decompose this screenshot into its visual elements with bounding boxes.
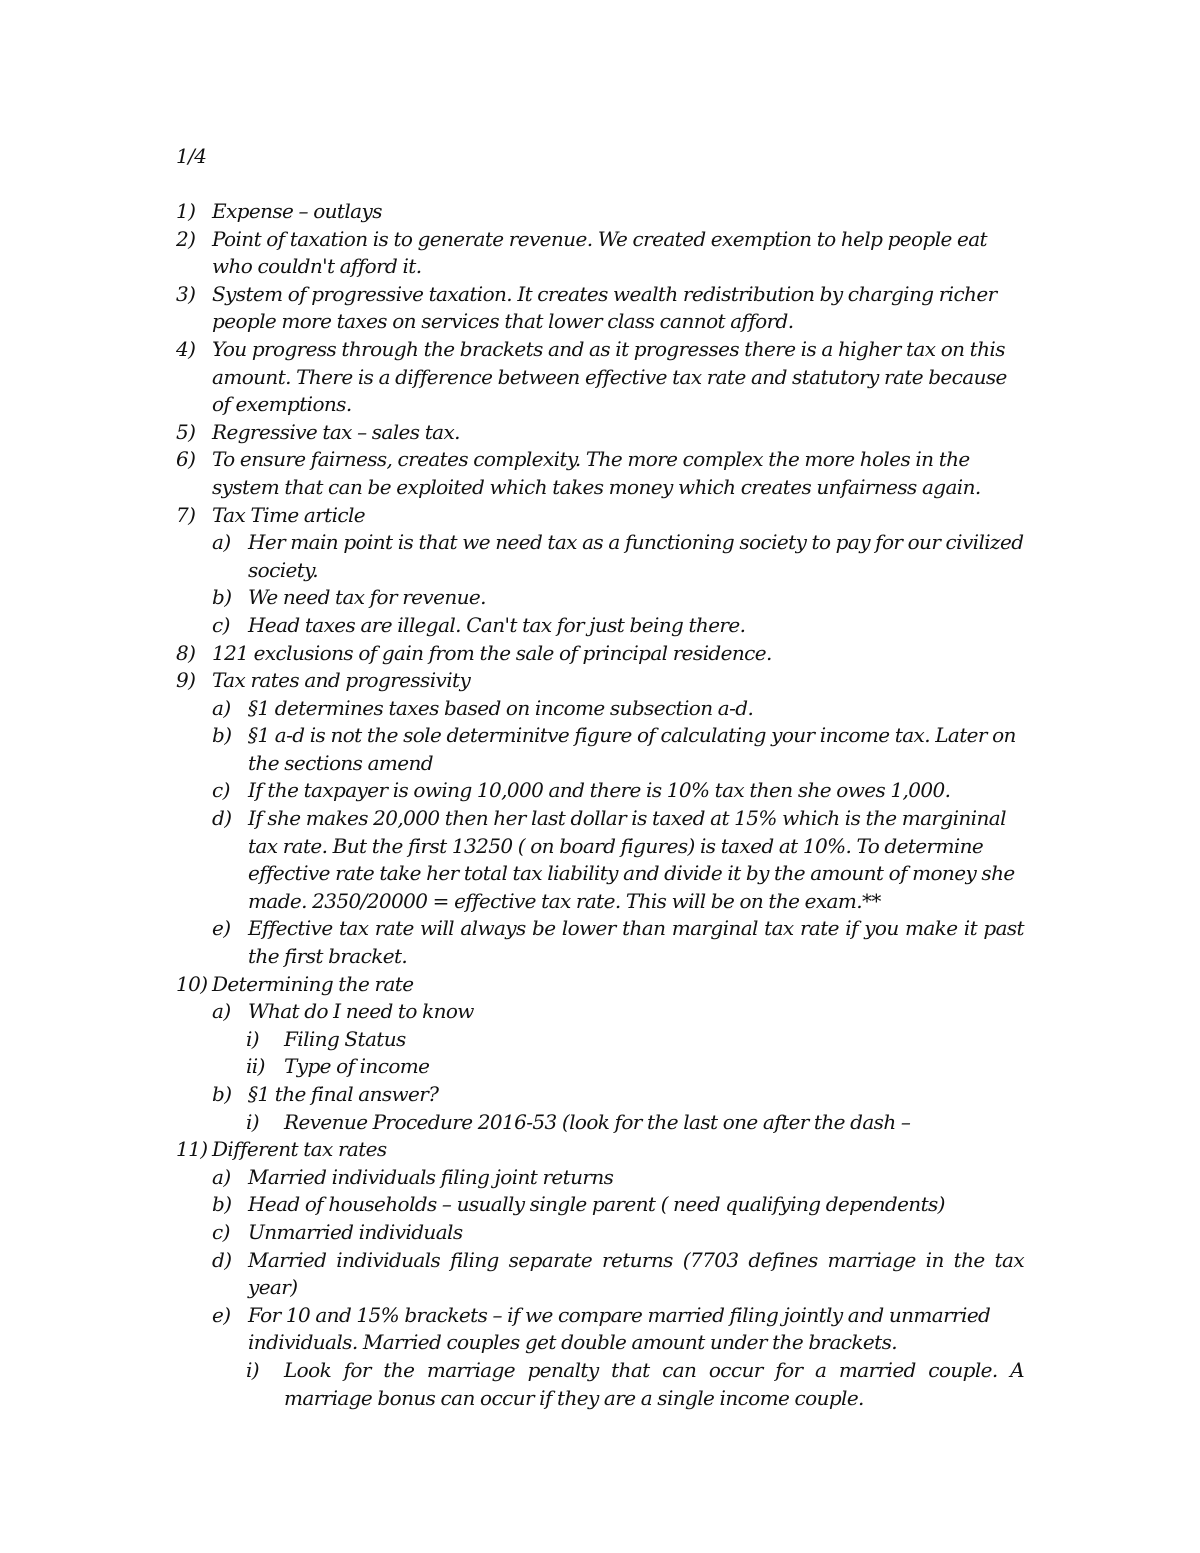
list-marker: a) <box>212 999 231 1024</box>
list-text: Revenue Procedure 2016-53 (look for the last one after the dash – <box>284 1109 911 1134</box>
list-text: Tax Time article <box>212 502 365 527</box>
list-subitem <box>176 1302 1024 1357</box>
list-marker: 7) <box>176 502 196 527</box>
list-text: Look for the marriage penalty that can occur for a married couple. A marriage bonus can occur if they are a single income couple. <box>284 1357 1024 1410</box>
list-text: You progress through the brackets and as it progresses there is a higher tax on this amount. There is a difference between effective tax rate and statutory rate because of exemptions. <box>212 336 1007 417</box>
list-marker: 11) <box>176 1137 208 1162</box>
list-item <box>176 667 1024 695</box>
list-subsubitem <box>176 1026 1024 1054</box>
list-marker: b) <box>212 585 232 610</box>
list-subitem <box>176 529 1024 584</box>
list-text: Unmarried individuals <box>248 1219 463 1244</box>
list-text: What do I need to know <box>248 999 474 1024</box>
list-item <box>176 1136 1024 1164</box>
list-marker: b) <box>212 1192 232 1217</box>
list-text: To ensure fairness, creates complexity. The more complex the more holes in the system that can be exploited which takes money which creates unfairness again. <box>212 447 981 499</box>
list-marker: 6) <box>176 447 196 472</box>
list-marker: d) <box>212 1247 232 1272</box>
list-marker: 3) <box>176 281 196 306</box>
list-text: §1 the final answer? <box>248 1082 439 1106</box>
list-marker: i) <box>246 1026 259 1051</box>
list-marker: i) <box>246 1357 259 1382</box>
list-text: Effective tax rate will always be lower than marginal tax rate if you make it past the first bracket. <box>248 916 1024 969</box>
list-text: If she makes 20,000 then her last dollar is taxed at 15% which is the margininal tax rate. But the first 13250 ( on board figures) is taxed at 10%. To determine effective rate take her total tax liability and divide it by the amount of money she made. 2350/20000 = effective tax rate. This will be on the exam.** <box>248 806 1015 913</box>
list-marker: 9) <box>176 668 196 693</box>
list-item <box>176 640 1024 668</box>
list-text: Her main point is that we need tax as a functioning society to pay for our civilized society. <box>248 530 1024 582</box>
list-item <box>176 446 1024 501</box>
list-item <box>176 281 1024 336</box>
page-date: 1/4 <box>176 144 207 168</box>
list-text: System of progressive taxation. It creates wealth redistribution by charging richer people more taxes on services that lower class cannot afford. <box>212 281 997 334</box>
list-marker: e) <box>212 1302 231 1327</box>
list-text: Married individuals filing joint returns <box>248 1164 614 1189</box>
list-item <box>176 971 1024 999</box>
list-subitem <box>176 1191 1024 1219</box>
list-text: §1 determines taxes based on income subsection a-d. <box>248 695 754 720</box>
list-text: Married individuals filing separate returns (7703 defines marriage in the tax year) <box>248 1247 1024 1300</box>
list-subitem <box>176 612 1024 640</box>
list-marker: e) <box>212 916 231 941</box>
list-subsubitem <box>176 1109 1024 1137</box>
list-text: We need tax for revenue. <box>248 585 486 610</box>
list-text: Tax rates and progressivity <box>212 668 471 693</box>
list-text: Determining the rate <box>212 971 414 996</box>
list-subsubitem <box>176 1357 1024 1412</box>
list-marker: 4) <box>176 336 196 361</box>
list-subitem <box>176 584 1024 612</box>
list-marker: b) <box>212 723 232 748</box>
list-subitem <box>176 915 1024 970</box>
list-subitem <box>176 722 1024 777</box>
list-text: 121 exclusions of gain from the sale of principal residence. <box>212 640 772 665</box>
list-marker: a) <box>212 695 231 720</box>
list-marker: d) <box>212 806 232 831</box>
list-subitem <box>176 1081 1024 1109</box>
list-marker: ii) <box>246 1054 265 1079</box>
list-item <box>176 336 1024 419</box>
list-item <box>176 502 1024 530</box>
list-marker: c) <box>212 1219 230 1244</box>
list-text: Point of taxation is to generate revenue. We created exemption to help people eat who couldn't afford it. <box>212 226 987 279</box>
list-marker: 10) <box>176 971 208 996</box>
notes-list <box>176 198 1024 1412</box>
list-marker: 1) <box>176 199 196 223</box>
list-text: Head taxes are illegal. Can't tax for just being there. <box>248 612 746 637</box>
list-item <box>176 198 1024 226</box>
list-subitem <box>176 1164 1024 1192</box>
list-text: For 10 and 15% brackets – if we compare married filing jointly and unmarried individuals. Married couples get double amount under the brackets. <box>248 1302 991 1355</box>
list-text: Different tax rates <box>212 1137 387 1162</box>
list-marker: a) <box>212 530 231 555</box>
list-text: Type of income <box>284 1054 430 1079</box>
list-text: §1 a-d is not the sole determinitve figure of calculating your income tax. Later on the sections amend <box>248 723 1016 775</box>
list-subitem <box>176 1219 1024 1247</box>
list-marker: c) <box>212 778 230 803</box>
list-item <box>176 226 1024 281</box>
list-text: Regressive tax – sales tax. <box>212 419 460 444</box>
list-marker: 2) <box>176 226 196 251</box>
list-text: Head of households – usually single parent ( need qualifying dependents) <box>248 1192 945 1217</box>
list-text: If the taxpayer is owing 10,000 and there is 10% tax then she owes 1,000. <box>248 778 951 803</box>
list-marker: c) <box>212 612 230 637</box>
list-item <box>176 419 1024 447</box>
list-subitem <box>176 1247 1024 1302</box>
list-subitem <box>176 998 1024 1026</box>
list-marker: a) <box>212 1164 231 1189</box>
list-marker: 8) <box>176 640 196 665</box>
list-marker: b) <box>212 1082 232 1106</box>
list-marker: i) <box>246 1109 259 1134</box>
list-subitem <box>176 805 1024 915</box>
list-subsubitem <box>176 1053 1024 1081</box>
list-subitem <box>176 695 1024 723</box>
list-marker: 5) <box>176 419 196 444</box>
list-text: Filing Status <box>284 1026 406 1051</box>
list-text: Expense – outlays <box>212 199 382 223</box>
list-subitem <box>176 777 1024 805</box>
